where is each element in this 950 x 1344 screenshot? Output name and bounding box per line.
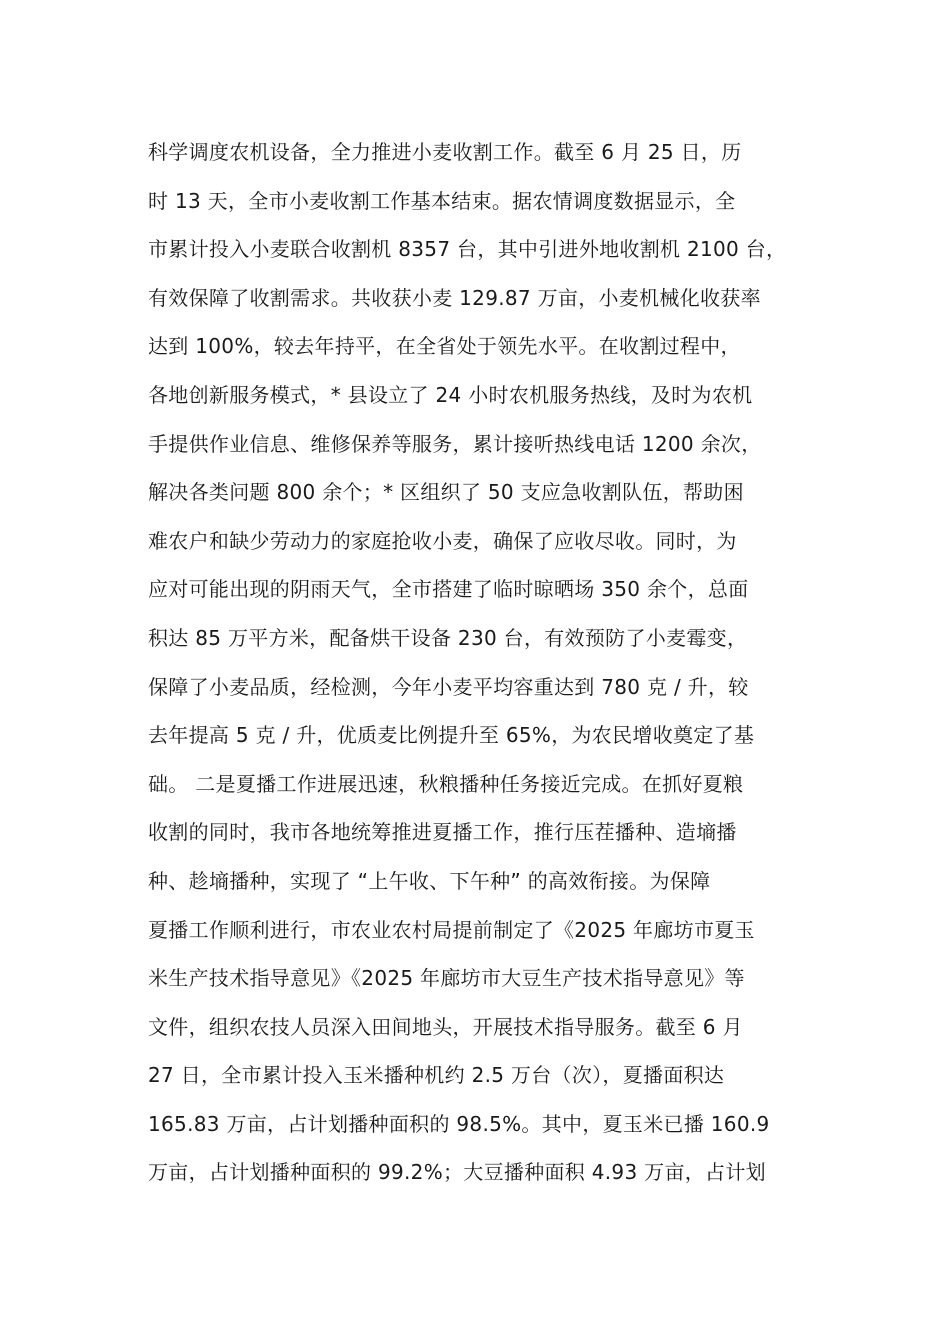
text-line-15: 收割的同时，我市各地统筹推进夏播工作，推行压茬播种、造墒播 <box>148 820 737 845</box>
text-line-13: 去年提高 5 克 / 升，优质麦比例提升至 65%，为农民增收奠定了基 <box>148 723 755 748</box>
text-line-8: 解决各类问题 800 余个；* 区组织了 50 支应急收割队伍，帮助困 <box>148 480 744 505</box>
text-line-3: 市累计投入小麦联合收割机 8357 台，其中引进外地收割机 2100 台， <box>148 237 787 262</box>
text-line-11: 积达 85 万平方米，配备烘干设备 230 台，有效预防了小麦霉变， <box>148 625 748 650</box>
text-line-10: 应对可能出现的阴雨天气，全市搭建了临时晾晒场 350 余个，总面 <box>148 577 749 602</box>
text-line-6: 各地创新服务模式，* 县设立了 24 小时农机服务热线，及时为农机 <box>148 382 753 407</box>
text-line-16: 种、趁墒播种，实现了 “上午收、下午种” 的高效衔接。为保障 <box>148 868 711 893</box>
text-line-18: 米生产技术指导意见》《2025 年廊坊市大豆生产技术指导意见》等 <box>148 966 745 991</box>
text-line-22: 万亩，占计划播种面积的 99.2%；大豆播种面积 4.93 万亩，占计划 <box>148 1160 766 1185</box>
text-line-5: 达到 100%，较去年持平，在全省处于领先水平。在收割过程中， <box>148 334 741 359</box>
text-line-14: 础。 二是夏播工作进展迅速，秋粮播种任务接近完成。在抓好夏粮 <box>148 771 744 796</box>
text-line-19: 文件，组织农技人员深入田间地头，开展技术指导服务。截至 6 月 <box>148 1014 743 1039</box>
text-line-1: 科学调度农机设备，全力推进小麦收割工作。截至 6 月 25 日，历 <box>148 140 742 164</box>
text-line-21: 165.83 万亩，占计划播种面积的 98.5%。其中，夏玉米已播 160.9 <box>148 1111 770 1136</box>
text-line-20: 27 日，全市累计投入玉米播种机约 2.5 万台（次），夏播面积达 <box>148 1063 725 1088</box>
text-line-9: 难农户和缺少劳动力的家庭抢收小麦，确保了应收尽收。同时，为 <box>148 528 737 553</box>
text-line-2: 时 13 天，全市小麦收割工作基本结束。据农情调度数据显示，全 <box>148 188 736 213</box>
body-text <box>148 128 828 1197</box>
text-line-12: 保障了小麦品质，经检测，今年小麦平均容重达到 780 克 / 升，较 <box>148 674 749 699</box>
text-line-4: 有效保障了收割需求。共收获小麦 129.87 万亩，小麦机械化收获率 <box>148 285 761 310</box>
text-line-17: 夏播工作顺利进行，市农业农村局提前制定了《2025 年廊坊市夏玉 <box>148 917 755 942</box>
text-line-7: 手提供作业信息、维修保养等服务，累计接听热线电话 1200 余次， <box>148 431 762 456</box>
